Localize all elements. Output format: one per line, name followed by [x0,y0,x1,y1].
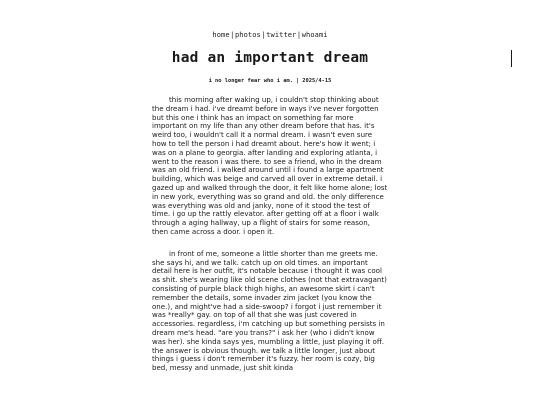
post-date: 2025/4-15 [302,78,332,84]
nav-link-photos[interactable]: photos [234,31,261,39]
post-body [152,96,388,386]
nav-separator: | [261,31,266,39]
post-subtitle: i no longer fear who i am. [208,78,293,84]
nav-link-whoami[interactable]: whoami [301,31,328,39]
post-byline [0,78,540,84]
post-paragraph: in front of me, someone a little shorter than me greets me. she says hi, and we talk. catch up on old times. an important detail here is her outfit, it's notable because i thought it was cool as shit. she's wearing like old scene clothes (not that extravagant) consisting of purple black thigh highs, an awesome skirt i can't remember the details, some invader zim jacket (you know the one.), and might've had a side-swoop? i forgot i just remember it was *really* gay. on top of all that she was just covered in accessories. regardless, i'm catching up but something persists in dream me's head. "are you trans?" i ask her (who i didn't know was her). she kinda says yes, mumbling a little, just playing it off. the answer is obvious though. we talk a little longer, just about things i guess i don't remember it's fuzzy. her room is cozy, big bed, messy and unmade, just shit kinda [152,248,387,373]
text-cursor [511,50,512,67]
byline-divider: | [295,78,300,84]
nav-link-home[interactable]: home [212,31,230,39]
post-title: had an important dream [171,50,369,66]
nav-separator: | [230,31,235,39]
post-paragraph: this morning after waking up, i couldn't stop thinking about the dream i had. i've dreamt before in ways i've never forgotten but this one i think has an impact on something far more important on my life than any other dream before that has. it's weird too, i wouldn't call it a normal dream. i wasn't even sure how to tell the person i had dreamt about. here's how it went; i was on a plane to georgia. after landing and exploring atlanta, i went to the reason i was there. to see a friend, who in the dream was an old friend. i walked around until i found a large apartment building, which was beige and carved all over in extreme detail. i gazed up and walked through the door, it felt like home alone; lost in new york, everything was so grand and old. the only difference was everything was old and janky, none of it stood the test of time. i go up the rattly elevator. after getting off at a floor i walk through a aging hallway, up a flight of stairs for some reason, then came across a door. i open it. [152,95,388,236]
nav-separator: | [296,31,302,39]
nav-link-twitter[interactable]: twitter [266,31,297,39]
top-nav [0,31,540,39]
